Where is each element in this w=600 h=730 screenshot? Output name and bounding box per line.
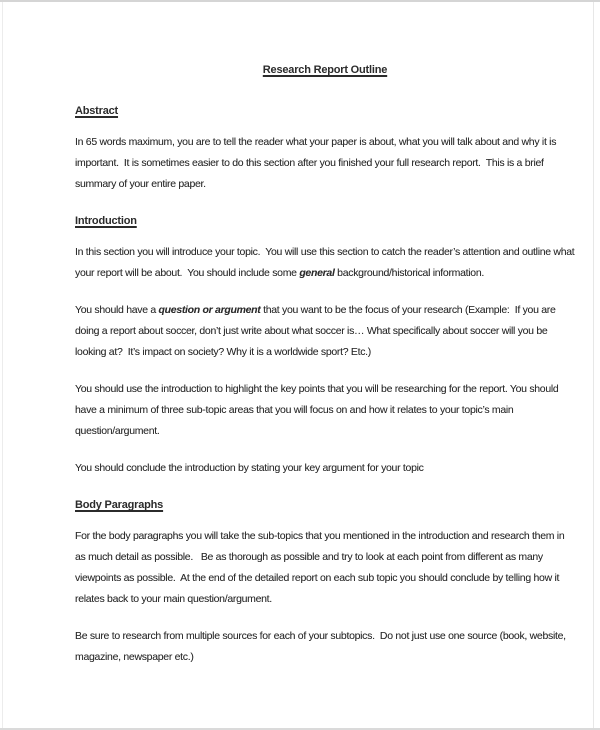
paragraph-text: that you want to be the focus of your research (Example: If you are doing a report about soccer, don’t just write about what soccer is… What specifically about soccer will you be looking at? It’s impact on society? Why it is a worldwide sport? Etc.) [75,304,559,358]
abstract-paragraph: In 65 words maximum, you are to tell the reader what your paper is about, what you will talk about and why it is important. It is sometimes easier to do this section after you finished your full research report. This is a brief summary of your entire paper. [75,136,559,190]
introduction-paragraph-1 [75,242,578,284]
emphasized-word: general [299,267,335,279]
section-heading-introduction: Introduction [75,215,137,227]
page-title [75,60,575,81]
introduction-paragraph-4: You should conclude the introduction by stating your key argument for your topic [75,462,424,474]
section-heading-abstract: Abstract [75,105,119,117]
paragraph-text: You should have a [75,304,159,316]
introduction-paragraph-2 [75,300,575,363]
section-heading-body-paragraphs: Body Paragraphs [75,499,164,511]
page-title-text: Research Report Outline [262,64,388,76]
paragraph-text: background/historical information. [334,267,484,279]
emphasized-phrase: question or argument [158,304,261,316]
body-paragraph-2: Be sure to research from multiple sources for each of your subtopics. Do not just use one source (book, website, magazine, newspaper etc.) [75,630,569,663]
body-paragraph-1: For the body paragraphs you will take the sub-topics that you mentioned in the introduction and research them in as much detail as possible. Be as thorough as possible and try to look at each point from different as many viewpoints as possible. At the end of the detailed report on each sub topic you should conclude by telling how it relates back to your main question/argument. [75,530,567,605]
paragraph-text: In this section you will introduce your topic. You will use this section to catch the reader’s attention and outline what your report will be about. You should include some [75,246,578,279]
document-content [0,2,600,668]
introduction-paragraph-3: You should use the introduction to highlight the key points that you will be researching for the report. You should have a minimum of three sub-topic areas that you will focus on and how it relates to your topic’s main question/argument. [75,383,562,437]
